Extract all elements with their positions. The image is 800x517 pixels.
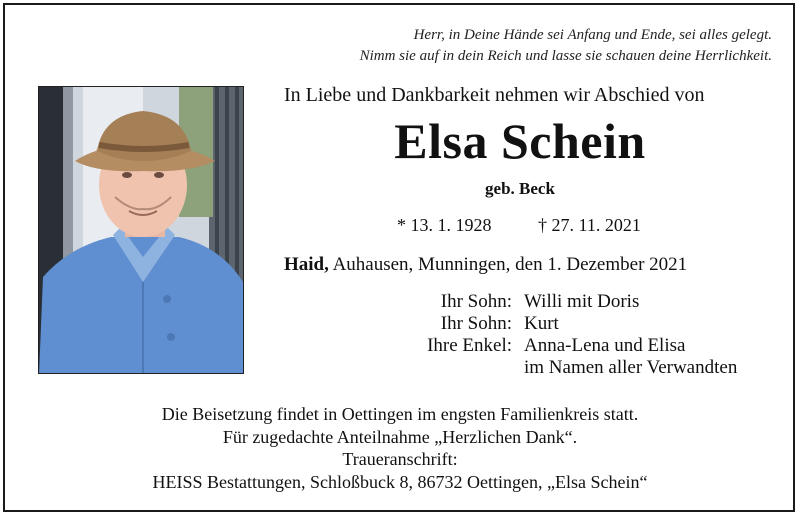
birth-date: * 13. 1. 1928: [397, 215, 492, 235]
intro-text: In Liebe und Dankbarkeit nehmen wir Abschied von: [284, 84, 705, 106]
place-rest: Auhausen, Munningen, den 1. Dezember 2021: [328, 254, 688, 275]
funeral-line-2: Für zugedachte Anteilnahme „Herzlichen Dank“.: [222, 426, 578, 447]
relative-row: [410, 357, 780, 379]
funeral-info: [80, 403, 720, 493]
deceased-name: Elsa Schein: [394, 113, 646, 169]
funeral-line-4: HEISS Bestattungen, Schloßbuck 8, 86732 Oettingen, „Elsa Schein“: [152, 471, 648, 492]
bible-verse: [172, 25, 772, 67]
relative-role: Ihre Enkel:: [427, 335, 512, 356]
relative-names: Anna-Lena und Elisa: [524, 335, 686, 356]
place-primary: Haid,: [284, 254, 329, 275]
portrait-photo: [38, 86, 244, 374]
funeral-line-3: Traueranschrift:: [342, 449, 458, 469]
death-date: † 27. 11. 2021: [538, 215, 641, 235]
portrait-illustration: [39, 87, 244, 374]
relative-names: im Namen aller Verwandten: [524, 357, 738, 378]
relatives-list: [410, 291, 780, 379]
place-and-date: [284, 253, 764, 277]
relative-row: [410, 335, 780, 357]
relative-row: [410, 291, 780, 313]
relative-role: Ihr Sohn:: [440, 313, 512, 334]
verse-line-2: Nimm sie auf in dein Reich und lasse sie schauen deine Herrlichkeit.: [359, 48, 772, 64]
funeral-line-1: Die Beisetzung findet in Oettingen im engsten Familienkreis statt.: [161, 404, 639, 424]
relative-names: Willi mit Doris: [524, 291, 640, 312]
relative-names: Kurt: [524, 313, 559, 334]
relative-role: Ihr Sohn:: [440, 291, 512, 312]
birth-name: geb. Beck: [485, 179, 555, 198]
verse-line-1: Herr, in Deine Hände sei Anfang und Ende, sei alles gelegt.: [413, 27, 772, 43]
relative-row: [410, 313, 780, 335]
